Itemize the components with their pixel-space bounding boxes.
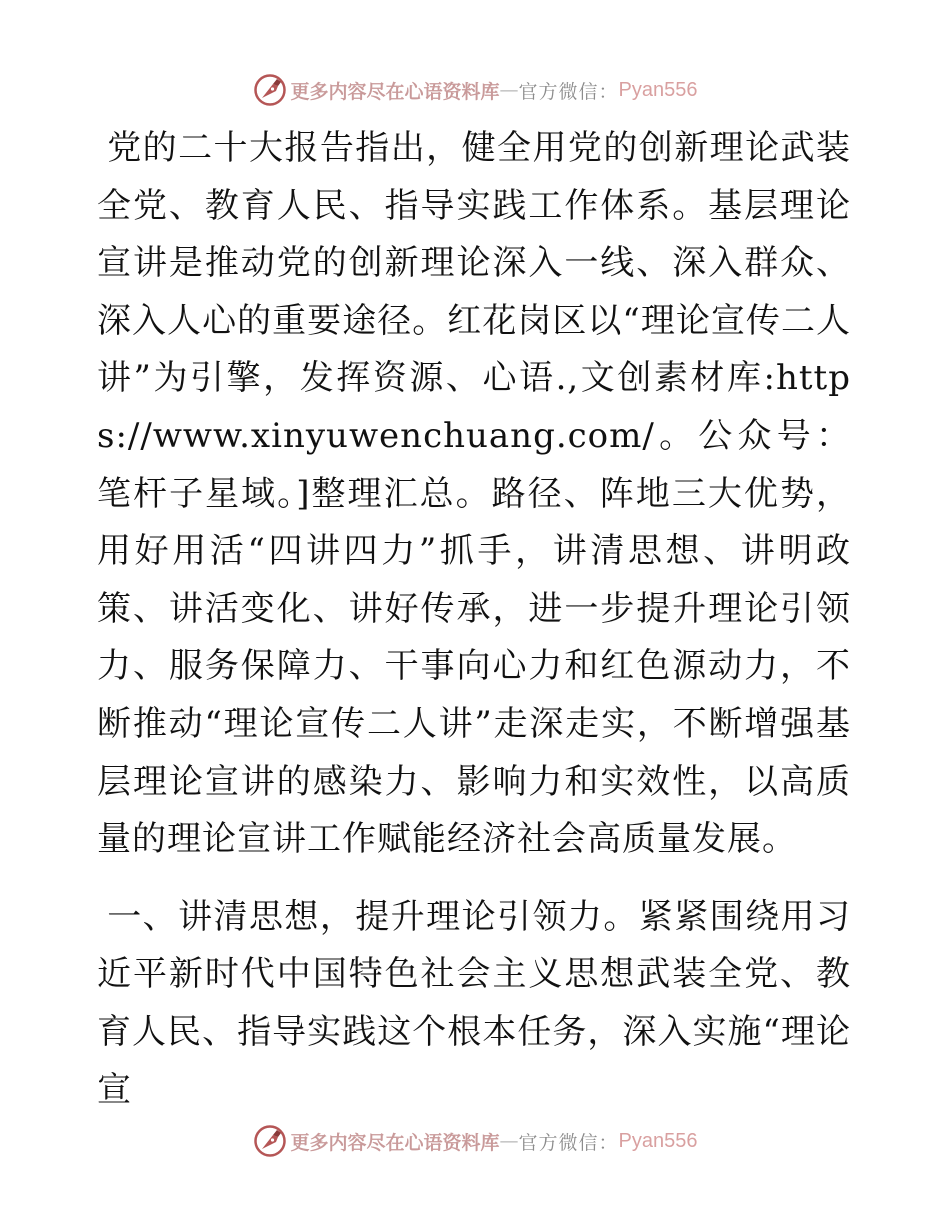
watermark-wechat-id: Pyan556 xyxy=(618,1129,698,1152)
watermark-main-text: 更多内容尽在心语资料库 xyxy=(290,80,500,103)
footer-watermark xyxy=(0,1121,950,1161)
body-paragraph-intro: 党的二十大报告指出，健全用党的创新理论武装全党、教育人民、指导实践工作体系。基层理论宣讲是推动党的创新理论深入一线、深入群众、深入人心的重要途径。红花岗区以“理论宣传二人讲”为引擎，发挥资源、心语.,文创素材库:https://www.xinyuwenchuang.com/。公众号：笔杆子星域。]整理汇总。路径、阵地三大优势，用好用活“四讲四力”抓手，讲清思想、讲明政策、讲活变化、讲好传承，进一步提升理论引领力、服务保障力、干事向心力和红色源动力，不断推动“理论宣传二人讲”走深走实，不断增强基层理论宣讲的感染力、影响力和实效性，以高质量的理论宣讲工作赋能经济社会高质量发展。 xyxy=(97,128,851,860)
watermark-wechat-id: Pyan556 xyxy=(618,78,698,101)
watermark-dash: — xyxy=(499,79,519,101)
pen-nib-circle-icon xyxy=(253,1124,287,1158)
watermark-official-label: 官方微信： xyxy=(518,80,619,103)
header-watermark xyxy=(0,70,950,110)
watermark-dash: — xyxy=(499,1130,519,1152)
watermark-main-text: 更多内容尽在心语资料库 xyxy=(290,1131,500,1154)
body-paragraph-section-one: 一、讲清思想，提升理论引领力。紧紧围绕用习近平新时代中国特色社会主义思想武装全党、教育人民、指导实践这个根本任务，深入实施“理论宣 xyxy=(97,896,851,1110)
watermark-official-label: 官方微信： xyxy=(518,1131,619,1154)
document-body xyxy=(97,120,851,1119)
pen-nib-circle-icon xyxy=(253,73,287,107)
